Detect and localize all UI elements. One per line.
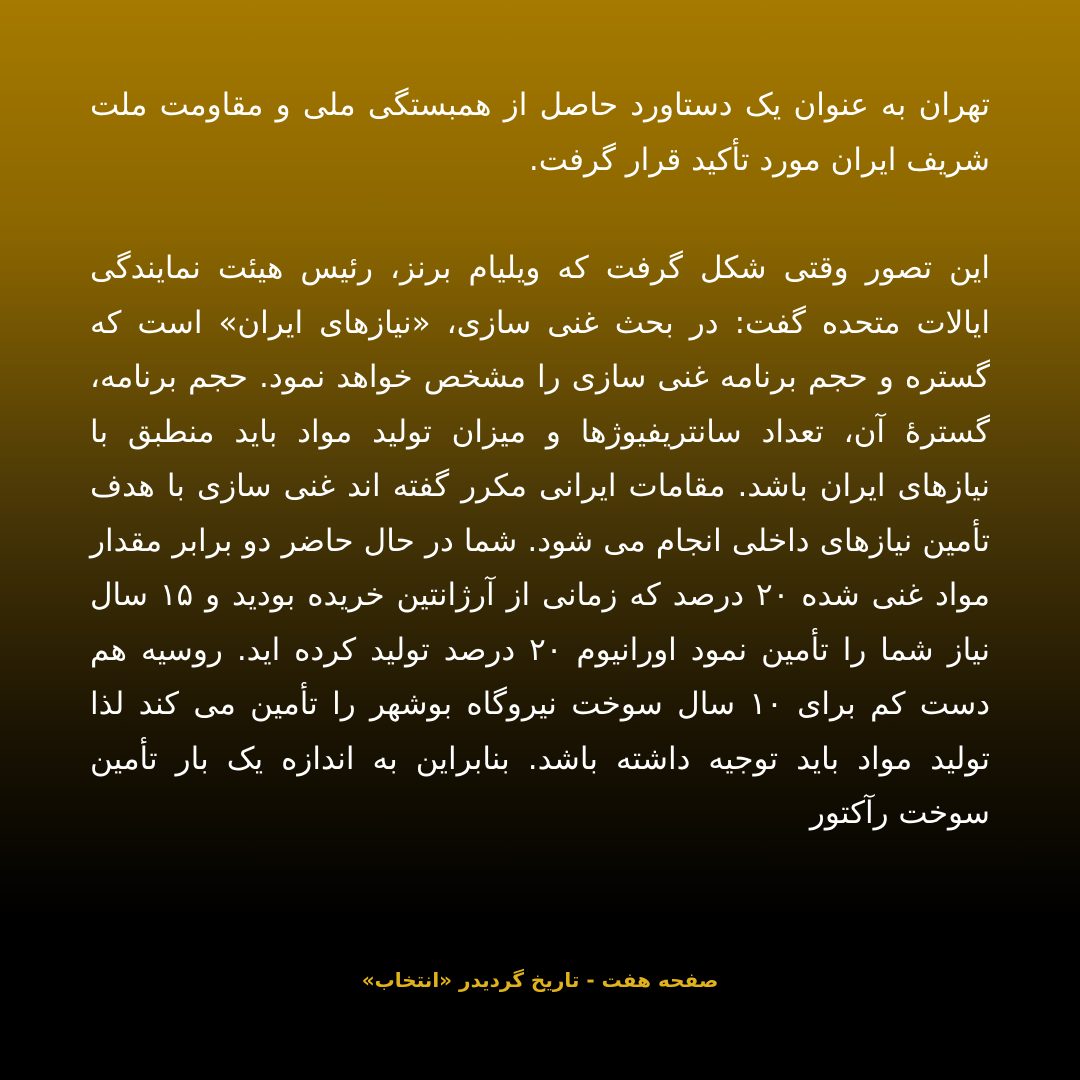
article-paragraph-1: تهران به عنوان یک دستاورد حاصل از همبستگی ملی و مقاومت ملت شریف ایران مورد تأکید قرار گرفت. [90,87,990,178]
article-body [90,78,990,841]
article-paragraph-2: این تصور وقتی شکل گرفت که ویلیام برنز، رئیس هیئت نمایندگی ایالات متحده گفت: در بحث غنی سازی، «نیازهای ایران» است که گستره و حجم برنامه غنی سازی را مشخص خواهد نمود. حجم برنامه، گسترۀ آن، تعداد سانتریفیوژها و میزان تولید مواد باید منطبق با نیازهای ایران باشد. مقامات ایرانی مکرر گفته اند غنی سازی با هدف تأمین نیازهای داخلی انجام می شود. شما در حال حاضر دو برابر مقدار مواد غنی شده ۲۰ درصد که زمانی از آرژانتین خریده بودید و ۱۵ سال نیاز شما را تأمین نمود اورانیوم ۲۰ درصد تولید کرده اید. روسیه هم دست کم برای ۱۰ سال سوخت نیروگاه بوشهر را تأمین می کند لذا تولید مواد باید توجیه داشته باشد. بنابراین به اندازه یک بار تأمین سوخت رآکتور [90,250,991,831]
paragraph-spacer [90,187,990,241]
footer-caption: صفحه هفت - تاریخ گردیدر «انتخاب» [361,968,719,992]
